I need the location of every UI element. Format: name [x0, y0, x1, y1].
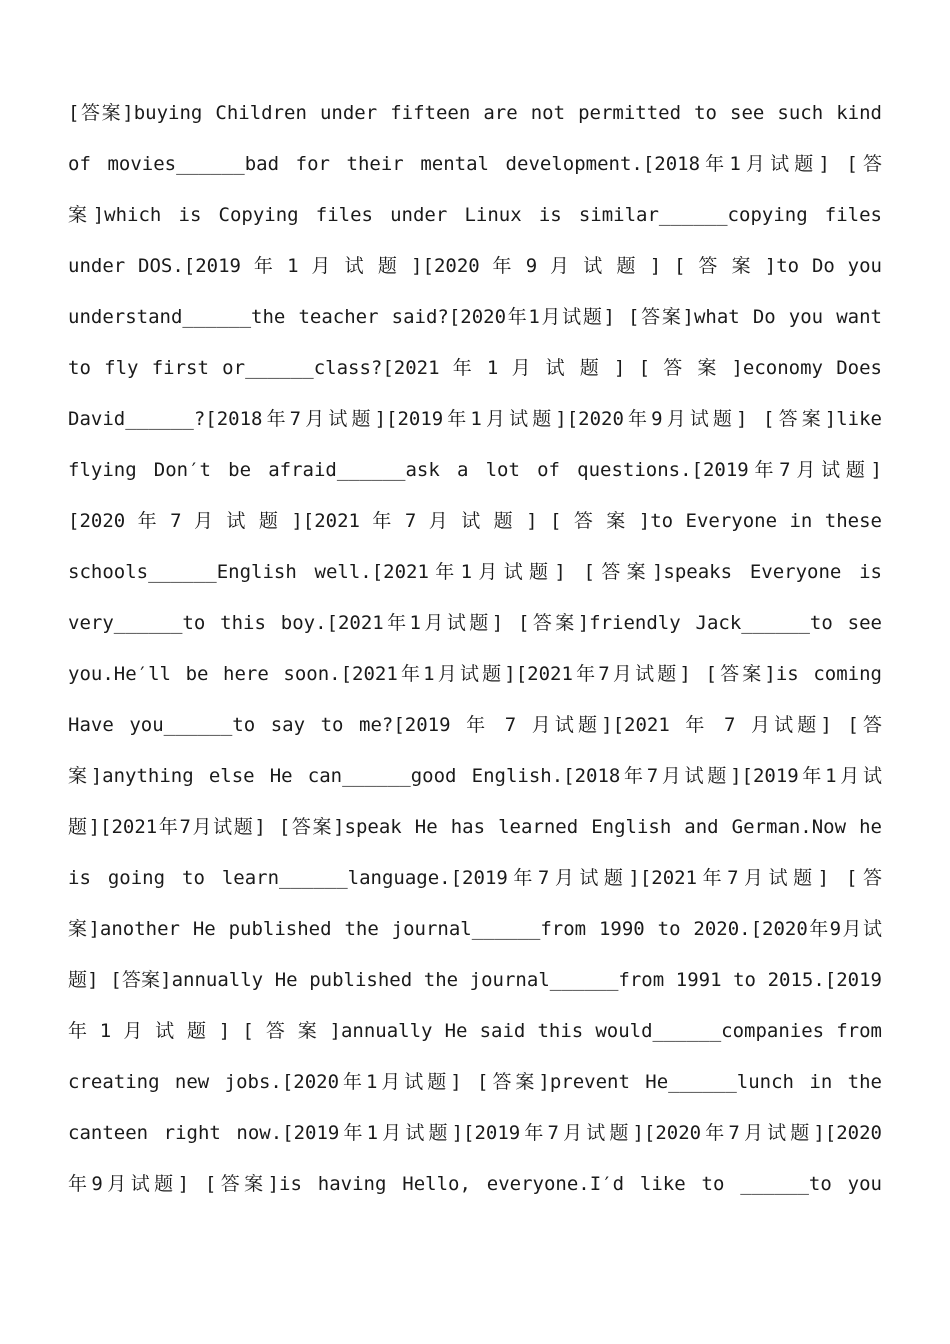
text-line: you.He′ll be here soon.[2021年1月试题][2021年7月试题] [答案]is coming: [68, 663, 882, 685]
text-line: Have you______to say to me?[2019 年 7 月试题][2021 年 7 月试题] [答: [68, 714, 882, 736]
text-line: [2020 年 7 月 试 题 ][2021 年 7 月 试 题 ] [ 答 案 ]to Everyone in these: [68, 510, 882, 532]
text-line: very______to this boy.[2021年1月试题] [答案]friendly Jack______to see: [68, 612, 882, 634]
text-line: David______?[2018年7月试题][2019年1月试题][2020年9月试题] [答案]like: [68, 408, 882, 430]
document-page: [68, 88, 882, 1210]
text-line: creating new jobs.[2020年1月试题] [答案]prevent He______lunch in the: [68, 1071, 882, 1093]
text-line: 案]anything else He can______good English.[2018年7月试题][2019年1月试: [68, 765, 882, 787]
text-line: canteen right now.[2019年1月试题][2019年7月试题][2020年7月试题][2020: [68, 1122, 882, 1144]
text-line: flying Don′t be afraid______ask a lot of questions.[2019年7月试题]: [68, 459, 882, 481]
text-line: [答案]buying Children under fifteen are not permitted to see such kind: [68, 102, 882, 124]
text-line: 案]another He published the journal______from 1990 to 2020.[2020年9月试: [68, 918, 882, 940]
text-line: of movies______bad for their mental development.[2018年1月试题] [答: [68, 153, 882, 175]
text-line: 案]which is Copying files under Linux is similar______copying files: [68, 204, 882, 226]
text-line: schools______English well.[2021年1月试题] [答案]speaks Everyone is: [68, 561, 882, 583]
text-line: is going to learn______language.[2019年7月试题][2021年7月试题] [答: [68, 867, 882, 889]
text-line: 题] [答案]annually He published the journal______from 1991 to 2015.[2019: [68, 969, 882, 991]
text-line: 年 1 月 试 题 ] [ 答 案 ]annually He said this would______companies from: [68, 1020, 882, 1042]
text-line: 年9月试题] [答案]is having Hello, everyone.I′d like to ______to you: [68, 1173, 882, 1195]
text-line: 题][2021年7月试题] [答案]speak He has learned English and German.Now he: [68, 816, 882, 838]
text-line: under DOS.[2019 年 1 月 试 题 ][2020 年 9 月 试 题 ] [ 答 案 ]to Do you: [68, 255, 882, 277]
text-line: understand______the teacher said?[2020年1月试题] [答案]what Do you want: [68, 306, 882, 328]
text-line: to fly first or______class?[2021 年 1 月 试 题 ] [ 答 案 ]economy Does: [68, 357, 882, 379]
